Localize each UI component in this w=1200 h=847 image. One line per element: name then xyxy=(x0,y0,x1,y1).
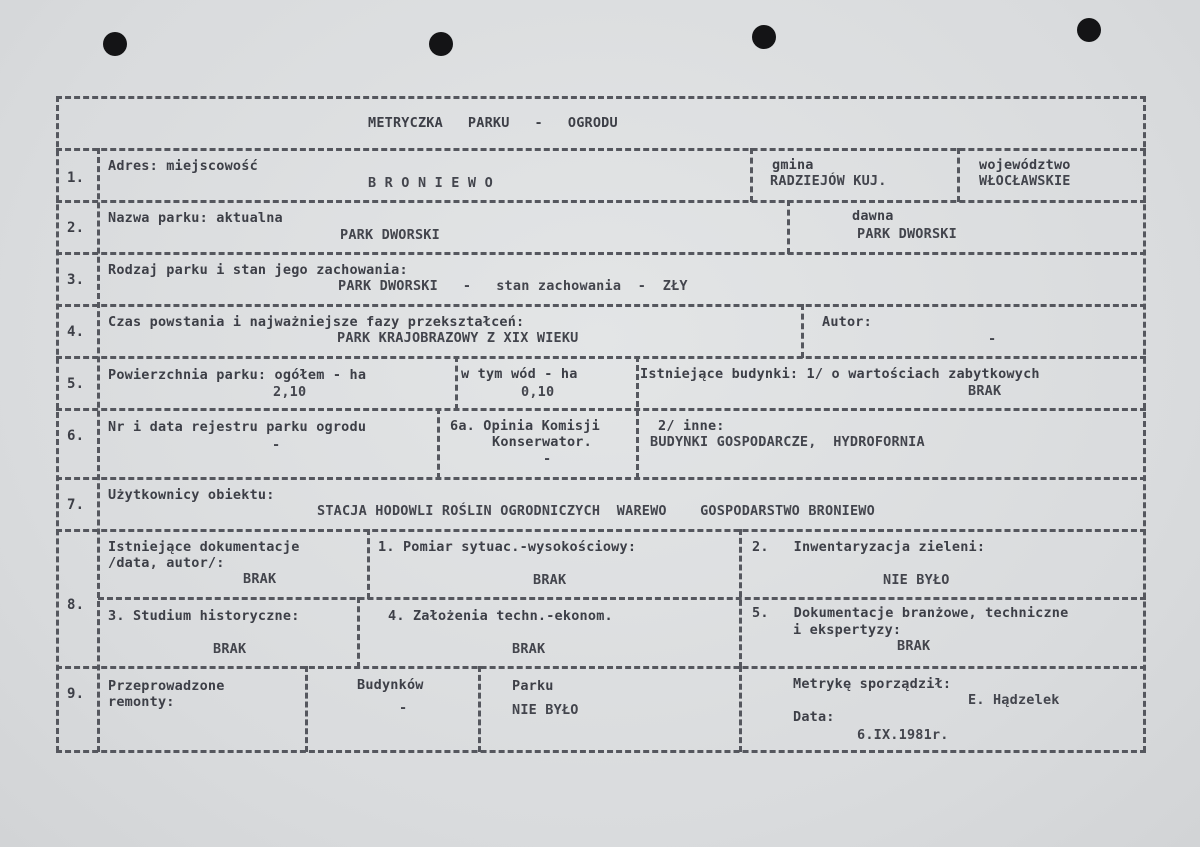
address-label: Adres: miejscowość xyxy=(108,158,258,174)
cell-divider xyxy=(636,356,639,479)
cell-divider xyxy=(437,408,440,479)
number-column-divider xyxy=(97,148,100,752)
row-divider xyxy=(56,148,1146,151)
greenery-inventory-label: 2. Inwentaryzacja zieleni: xyxy=(752,539,986,555)
water-area-value: 0,10 xyxy=(521,384,555,400)
frame-bottom xyxy=(56,750,1146,753)
row-number: 4. xyxy=(67,324,85,340)
cell-divider xyxy=(478,666,481,752)
renovations-label: Przeprowadzone xyxy=(108,678,225,694)
voivodeship-label: województwo xyxy=(979,157,1071,173)
existing-docs-value: BRAK xyxy=(243,571,277,587)
park-name-label: Nazwa parku: aktualna xyxy=(108,210,283,226)
cell-divider xyxy=(739,529,742,668)
row-number: 8. xyxy=(67,597,85,613)
row-divider xyxy=(56,200,1146,203)
frame-right xyxy=(1143,96,1146,752)
cell-divider xyxy=(739,666,742,752)
registry-label: Nr i data rejestru parku ogrodu xyxy=(108,419,367,435)
greenery-inventory-value: NIE BYŁO xyxy=(883,572,950,588)
row-number: 6. xyxy=(67,428,85,444)
branch-docs-label-2: i ekspertyzy: xyxy=(793,622,902,638)
date-value: 6.IX.1981r. xyxy=(857,727,949,743)
form-title: METRYCZKA PARKU - OGRODU xyxy=(368,115,618,131)
area-value: 2,10 xyxy=(273,384,307,400)
row-divider xyxy=(56,529,1146,532)
row-divider xyxy=(98,597,1146,600)
cell-divider xyxy=(801,304,804,358)
buildings-renovation-value: - xyxy=(399,700,408,716)
cell-divider xyxy=(357,597,360,668)
tech-econ-value: BRAK xyxy=(512,641,546,657)
area-label: Powierzchnia parku: ogółem - ha xyxy=(108,367,367,383)
row-divider xyxy=(56,304,1146,307)
tech-econ-label: 4. Założenia techn.-ekonom. xyxy=(388,608,613,624)
row-divider xyxy=(56,666,1146,669)
conservator-opinion-label-2: Konserwator. xyxy=(492,434,592,450)
former-name-value: PARK DWORSKI xyxy=(857,226,957,242)
compiled-by-label: Metrykę sporządził: xyxy=(793,676,952,692)
address-value: B R O N I E W O xyxy=(368,175,493,191)
survey-label: 1. Pomiar sytuac.-wysokościowy: xyxy=(378,539,637,555)
cell-divider xyxy=(750,148,753,202)
author-value: - xyxy=(988,331,997,347)
row-number: 3. xyxy=(67,272,85,288)
users-label: Użytkownicy obiektu: xyxy=(108,487,275,503)
park-type-value: PARK DWORSKI - stan zachowania - ZŁY xyxy=(338,278,688,294)
cell-divider xyxy=(455,356,458,410)
origin-value: PARK KRAJOBRAZOWY Z XIX WIEKU xyxy=(337,330,579,346)
row-number: 1. xyxy=(67,170,85,186)
park-name-value: PARK DWORSKI xyxy=(340,227,440,243)
park-renovation-label: Parku xyxy=(512,678,554,694)
gmina-label: gmina xyxy=(772,157,814,173)
row-divider xyxy=(56,408,1146,411)
author-label: Autor: xyxy=(822,314,872,330)
frame-left xyxy=(56,96,59,752)
water-area-label: w tym wód - ha xyxy=(461,366,578,382)
former-name-label: dawna xyxy=(852,208,894,224)
other-buildings-label: 2/ inne: xyxy=(658,418,725,434)
conservator-opinion-value: - xyxy=(543,451,552,467)
voivodeship-value: WŁOCŁAWSKIE xyxy=(979,173,1071,189)
cell-divider xyxy=(957,148,960,202)
users-value: STACJA HODOWLI ROŚLIN OGRODNICZYCH WAREWO GOSPODARSTWO BRONIEWO xyxy=(317,503,875,519)
buildings-renovation-label: Budynków xyxy=(357,677,424,693)
renovations-label-2: remonty: xyxy=(108,694,175,710)
row-divider xyxy=(56,252,1146,255)
row-number: 2. xyxy=(67,220,85,236)
gmina-value: RADZIEJÓW KUJ. xyxy=(770,173,887,189)
row-divider xyxy=(56,477,1146,480)
buildings-historic-label: Istniejące budynki: 1/ o wartościach zabytkowych xyxy=(640,366,1040,382)
origin-label: Czas powstania i najważniejsze fazy przekształceń: xyxy=(108,314,525,330)
row-number: 7. xyxy=(67,497,85,513)
branch-docs-value: BRAK xyxy=(897,638,931,654)
cell-divider xyxy=(787,200,790,254)
conservator-opinion-label: 6a. Opinia Komisji xyxy=(450,418,600,434)
row-number: 5. xyxy=(67,376,85,392)
historical-study-label: 3. Studium historyczne: xyxy=(108,608,300,624)
row-divider xyxy=(56,356,1146,359)
cell-divider xyxy=(305,666,308,752)
cell-divider xyxy=(367,529,370,599)
branch-docs-label: 5. Dokumentacje branżowe, techniczne xyxy=(752,605,1069,621)
historical-study-value: BRAK xyxy=(213,641,247,657)
date-label: Data: xyxy=(793,709,835,725)
existing-docs-label: Istniejące dokumentacje xyxy=(108,539,300,555)
existing-docs-label-2: /data, autor/: xyxy=(108,555,225,571)
registry-value: - xyxy=(272,437,281,453)
buildings-historic-value: BRAK xyxy=(968,383,1002,399)
compiled-by-value: E. Hądzelek xyxy=(968,692,1060,708)
park-type-label: Rodzaj parku i stan jego zachowania: xyxy=(108,262,408,278)
survey-value: BRAK xyxy=(533,572,567,588)
other-buildings-value: BUDYNKI GOSPODARCZE, HYDROFORNIA xyxy=(650,434,925,450)
frame-top xyxy=(56,96,1146,99)
row-number: 9. xyxy=(67,686,85,702)
park-renovation-value: NIE BYŁO xyxy=(512,702,579,718)
